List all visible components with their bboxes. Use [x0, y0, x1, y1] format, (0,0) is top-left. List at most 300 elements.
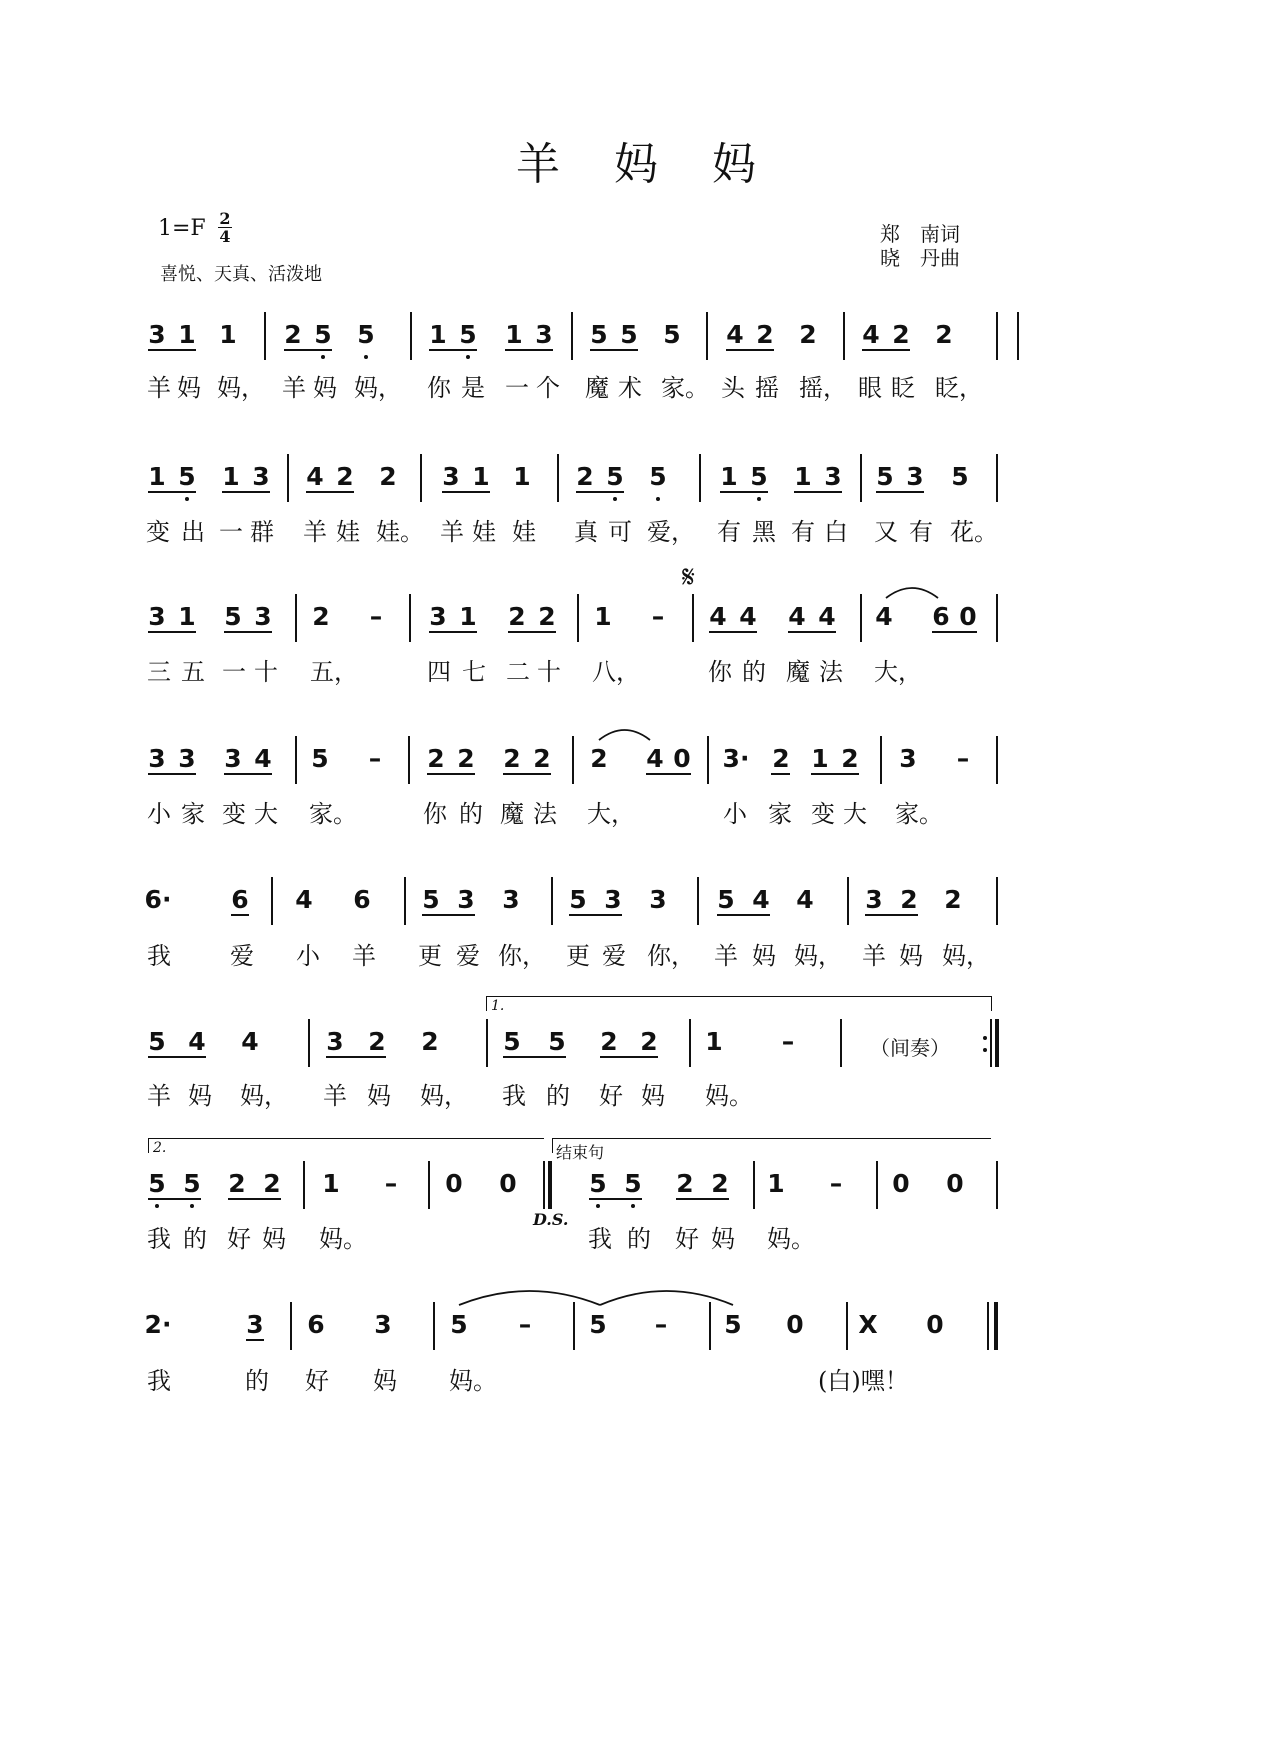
lyric-syllable: 妈: [262, 1225, 286, 1253]
lyric-syllable: 四: [427, 658, 451, 686]
interlude-label: （间奏）: [870, 1036, 950, 1060]
lyric-syllable: 我: [147, 1367, 171, 1395]
note: 4: [306, 462, 324, 491]
lyric-syllable: 更: [566, 942, 590, 970]
note: 1: [505, 320, 523, 349]
underline-beam: [222, 491, 270, 493]
lyric-syllable: 的: [245, 1367, 269, 1395]
note: 1: [794, 462, 812, 491]
note: 3: [148, 602, 166, 631]
note: 5: [624, 1169, 642, 1198]
note: 2: [312, 602, 330, 631]
barline: [287, 454, 289, 502]
lyric-syllable: 小: [723, 800, 747, 828]
underline-beam: [794, 491, 842, 493]
note: 4: [862, 320, 880, 349]
time-signature-bottom: 4: [219, 227, 231, 246]
note: 5: [311, 744, 329, 773]
slur-mark: [886, 586, 938, 600]
lyric-syllable: 家: [181, 800, 205, 828]
note: 2: [841, 744, 859, 773]
repeat-dot: [983, 1036, 987, 1040]
note: 4: [254, 744, 272, 773]
lyric-syllable: 法: [533, 800, 557, 828]
barline: [697, 877, 699, 925]
volta-label-1: 1.: [491, 998, 505, 1014]
barline: [408, 736, 410, 784]
underline-beam: [224, 631, 272, 633]
underline-beam: [503, 773, 551, 775]
note: 1: [720, 462, 738, 491]
note: 5: [590, 320, 608, 349]
barline: [551, 877, 553, 925]
lyric-syllable: 花。: [950, 518, 998, 546]
lyric-syllable: 娃: [512, 518, 536, 546]
underline-beam: [148, 349, 196, 351]
low-octave-dot: [321, 355, 325, 359]
note: 0: [892, 1169, 910, 1198]
barline: [699, 454, 701, 502]
note: 4: [739, 602, 757, 631]
underline-beam: [876, 491, 924, 493]
lyric-syllable: 法: [819, 658, 843, 686]
lyric-syllable: 妈。: [705, 1082, 753, 1110]
note: 4: [709, 602, 727, 631]
lyric-syllable: 妈，: [217, 374, 265, 402]
low-octave-dot: [631, 1204, 635, 1208]
note: 3: [148, 320, 166, 349]
note: 1: [594, 602, 612, 631]
underline-beam: [224, 773, 272, 775]
lyric-syllable: 你，: [647, 942, 695, 970]
note: –: [829, 1169, 843, 1198]
note: –: [654, 1310, 668, 1339]
barline: [572, 736, 574, 784]
note: 0: [499, 1169, 517, 1198]
lyric-syllable: 我: [147, 1225, 171, 1253]
barline: [987, 1302, 989, 1350]
note: 1: [472, 462, 490, 491]
lyric-syllable: 妈: [711, 1225, 735, 1253]
note: 4: [788, 602, 806, 631]
barline: [557, 454, 559, 502]
key-signature: 1=F: [158, 216, 206, 241]
lyric-syllable: 的: [742, 658, 766, 686]
lyric-syllable: 羊: [440, 518, 464, 546]
lyric-syllable: 羊: [352, 942, 376, 970]
note: 4: [295, 885, 313, 914]
note: 6: [307, 1310, 325, 1339]
note: 4: [752, 885, 770, 914]
note: 5: [876, 462, 894, 491]
note: –: [384, 1169, 398, 1198]
lyric-syllable: 妈: [899, 942, 923, 970]
note: 5: [148, 1027, 166, 1056]
note: 3: [535, 320, 553, 349]
note: 5: [148, 1169, 166, 1198]
lyric-syllable: 眨: [891, 374, 915, 402]
underline-beam: [148, 1198, 201, 1200]
barline: [996, 594, 998, 642]
note: 3·: [722, 744, 750, 773]
note: 5: [717, 885, 735, 914]
note: 5: [724, 1310, 742, 1339]
lyric-syllable: 十: [537, 658, 561, 686]
note: 1: [222, 462, 240, 491]
barline: [996, 454, 998, 502]
barline: [577, 594, 579, 642]
lyric-syllable: 家。: [661, 374, 709, 402]
note: 0: [786, 1310, 804, 1339]
lyric-syllable: 眨，: [935, 374, 983, 402]
underline-beam: [720, 491, 768, 493]
double-barline: [995, 1019, 999, 1067]
note: 4: [188, 1027, 206, 1056]
barline: [428, 1161, 430, 1209]
barline: [840, 1019, 842, 1067]
underline-beam: [503, 1056, 566, 1058]
low-octave-dot: [155, 1204, 159, 1208]
lyric-syllable: 术: [618, 374, 642, 402]
lyric-syllable: 妈。: [767, 1225, 815, 1253]
note: 2: [576, 462, 594, 491]
lyric-syllable: 我: [147, 942, 171, 970]
lyric-syllable: 三: [147, 658, 171, 686]
note: –: [368, 744, 382, 773]
lyric-syllable: 娃。: [376, 518, 424, 546]
note: 2: [538, 602, 556, 631]
lyric-syllable: 大，: [874, 658, 922, 686]
slur-mark: [600, 1289, 733, 1307]
note: 5: [422, 885, 440, 914]
barline: [290, 1302, 292, 1350]
lyric-syllable: 变: [222, 800, 246, 828]
lyric-syllable: 羊: [282, 374, 306, 402]
lyric-syllable: 你: [423, 800, 447, 828]
lyric-syllable: 眼: [858, 374, 882, 402]
underline-beam: [231, 914, 249, 916]
lyric-syllable: 妈: [177, 374, 201, 402]
underline-beam: [590, 349, 638, 351]
underline-beam: [709, 631, 757, 633]
note: 2: [457, 744, 475, 773]
note: 5: [450, 1310, 468, 1339]
lyric-syllable: 白: [824, 518, 848, 546]
note: 5: [357, 320, 375, 349]
note: 5: [548, 1027, 566, 1056]
lyric-syllable: 好: [675, 1225, 699, 1253]
note: 3: [224, 744, 242, 773]
volta-label-2: 2.: [153, 1140, 167, 1156]
lyric-syllable: 妈，: [794, 942, 842, 970]
barline: [706, 312, 708, 360]
lyric-syllable: 八，: [592, 658, 640, 686]
underline-beam: [306, 491, 354, 493]
underline-beam: [148, 491, 196, 493]
spoken-text: (白)嘿！: [818, 1367, 909, 1395]
lyric-syllable: 的: [546, 1082, 570, 1110]
lyric-syllable: 一: [219, 518, 243, 546]
underline-beam: [589, 1198, 642, 1200]
time-signature: [218, 210, 232, 245]
underline-beam: [726, 349, 774, 351]
lyric-syllable: 的: [459, 800, 483, 828]
barline: [689, 1019, 691, 1067]
barline: [996, 1161, 998, 1209]
barline: [264, 312, 266, 360]
low-octave-dot: [656, 497, 660, 501]
lyric-syllable: 有: [791, 518, 815, 546]
note: 5: [951, 462, 969, 491]
note: 5: [224, 602, 242, 631]
note: 3: [246, 1310, 264, 1339]
note: 2·: [144, 1310, 172, 1339]
barline: [876, 1161, 878, 1209]
note: 3: [374, 1310, 392, 1339]
underline-beam: [284, 349, 332, 351]
lyric-syllable: 妈: [313, 374, 337, 402]
time-signature-top: 2: [219, 209, 231, 228]
note: 1: [429, 320, 447, 349]
underline-beam: [811, 773, 859, 775]
underline-beam: [508, 631, 556, 633]
note: 3: [254, 602, 272, 631]
note: 5: [589, 1169, 607, 1198]
barline: [308, 1019, 310, 1067]
note: 1: [459, 602, 477, 631]
lyric-syllable: 变: [811, 800, 835, 828]
barline: [843, 312, 845, 360]
lyric-syllable: 家。: [895, 800, 943, 828]
lyric-syllable: 二: [506, 658, 530, 686]
lyric-syllable: 个: [536, 374, 560, 402]
lyric-syllable: 好: [305, 1367, 329, 1395]
lyric-syllable: 更: [418, 942, 442, 970]
note: 2: [508, 602, 526, 631]
note: 3: [178, 744, 196, 773]
note: 2: [503, 744, 521, 773]
lyric-syllable: 羊: [862, 942, 886, 970]
barline: [571, 312, 573, 360]
note: 1: [705, 1027, 723, 1056]
note: 3: [148, 744, 166, 773]
underline-beam: [646, 773, 691, 775]
underline-beam: [246, 1339, 264, 1341]
low-octave-dot: [596, 1204, 600, 1208]
note: 0: [959, 602, 977, 631]
lyric-syllable: 家。: [309, 800, 357, 828]
note: 3: [429, 602, 447, 631]
underline-beam: [788, 631, 836, 633]
note: 3: [865, 885, 883, 914]
lyric-syllable: 羊: [303, 518, 327, 546]
barline: [486, 1019, 488, 1067]
low-octave-dot: [185, 497, 189, 501]
barline: [410, 312, 412, 360]
song-title: 羊妈妈: [516, 139, 810, 190]
note: 2: [711, 1169, 729, 1198]
lyric-syllable: 小: [147, 800, 171, 828]
underline-beam: [148, 1056, 206, 1058]
note: 5: [649, 462, 667, 491]
barline: [880, 736, 882, 784]
underline-beam: [569, 914, 622, 916]
lyric-syllable: 爱: [230, 942, 254, 970]
note: 4: [646, 744, 664, 773]
note: 2: [533, 744, 551, 773]
note: 3: [824, 462, 842, 491]
lyric-syllable: 出: [181, 518, 205, 546]
underline-beam: [771, 773, 790, 775]
note: 6: [932, 602, 950, 631]
lyric-syllable: 又: [874, 518, 898, 546]
barline: [846, 1302, 848, 1350]
lyric-syllable: 群: [250, 518, 274, 546]
lyric-syllable: 爱: [602, 942, 626, 970]
lyric-syllable: 魔: [500, 800, 524, 828]
underline-beam: [932, 631, 977, 633]
lyric-syllable: 魔: [786, 658, 810, 686]
note: –: [518, 1310, 532, 1339]
note: 2: [263, 1169, 281, 1198]
lyric-syllable: 妈: [373, 1367, 397, 1395]
note: 1: [811, 744, 829, 773]
lyric-syllable: 五，: [310, 658, 358, 686]
lyric-syllable: 黑: [752, 518, 776, 546]
lyricist-credit: 郑 南词: [880, 222, 960, 246]
note: 3: [457, 885, 475, 914]
note: 3: [899, 744, 917, 773]
barline: [990, 1019, 992, 1067]
lyric-syllable: 大，: [587, 800, 635, 828]
note: 2: [892, 320, 910, 349]
note: 2: [935, 320, 953, 349]
double-barline: [994, 1302, 998, 1350]
note: 2: [944, 885, 962, 914]
underline-beam: [865, 914, 918, 916]
underline-beam: [148, 631, 196, 633]
note: 1: [322, 1169, 340, 1198]
lyric-syllable: 你，: [498, 942, 546, 970]
note: 5: [620, 320, 638, 349]
note: 5: [589, 1310, 607, 1339]
lyric-syllable: 妈，: [354, 374, 402, 402]
composer-credit: 晓 丹曲: [880, 246, 960, 270]
note: 2: [336, 462, 354, 491]
lyric-syllable: 羊: [323, 1082, 347, 1110]
underline-beam: [429, 631, 477, 633]
low-octave-dot: [364, 355, 368, 359]
barline: [271, 877, 273, 925]
note: 2: [228, 1169, 246, 1198]
lyric-syllable: 好: [599, 1082, 623, 1110]
lyric-syllable: 妈，: [420, 1082, 468, 1110]
note: 3: [604, 885, 622, 914]
slur-mark: [599, 728, 650, 742]
lyric-syllable: 大: [843, 800, 867, 828]
underline-beam: [228, 1198, 281, 1200]
low-octave-dot: [757, 497, 761, 501]
low-octave-dot: [466, 355, 470, 359]
underline-beam: [862, 349, 910, 351]
lyric-syllable: 一: [505, 374, 529, 402]
note: 0: [445, 1169, 463, 1198]
ds-marking: D.S.: [533, 1210, 569, 1229]
note: 2: [640, 1027, 658, 1056]
note: 2: [600, 1027, 618, 1056]
note: –: [781, 1027, 795, 1056]
barline: [420, 454, 422, 502]
note: 2: [772, 744, 790, 773]
note: 4: [726, 320, 744, 349]
lyric-syllable: 你: [708, 658, 732, 686]
lyric-syllable: 妈: [367, 1082, 391, 1110]
lyric-syllable: 妈，: [942, 942, 990, 970]
lyric-syllable: 有: [717, 518, 741, 546]
note: –: [956, 744, 970, 773]
note: 1: [178, 320, 196, 349]
note: 3: [906, 462, 924, 491]
underline-beam: [576, 491, 624, 493]
barline: [996, 736, 998, 784]
barline: [573, 1302, 575, 1350]
barline: [996, 312, 998, 360]
note: 5: [459, 320, 477, 349]
note: 3: [649, 885, 667, 914]
barline: [707, 736, 709, 784]
volta-bracket-2: [148, 1138, 544, 1153]
barline: [295, 736, 297, 784]
barline: [996, 877, 998, 925]
lyric-syllable: 摇，: [799, 374, 847, 402]
underline-beam: [600, 1056, 658, 1058]
lyric-syllable: 羊: [714, 942, 738, 970]
low-octave-dot: [190, 1204, 194, 1208]
underline-beam: [148, 773, 196, 775]
note: 3: [502, 885, 520, 914]
note: 5: [569, 885, 587, 914]
underline-beam: [422, 914, 475, 916]
underline-beam: [427, 773, 475, 775]
ending-bracket: [552, 1138, 991, 1153]
note: 3: [442, 462, 460, 491]
lyric-syllable: 娃: [472, 518, 496, 546]
barline: [1017, 312, 1019, 360]
barline: [692, 594, 694, 642]
low-octave-dot: [613, 497, 617, 501]
lyric-syllable: 羊: [147, 374, 171, 402]
lyric-syllable: 妈。: [319, 1225, 367, 1253]
note: 1: [767, 1169, 785, 1198]
note: 2: [427, 744, 445, 773]
lyric-syllable: 七: [462, 658, 486, 686]
barline: [295, 594, 297, 642]
note: 2: [676, 1169, 694, 1198]
barline: [860, 454, 862, 502]
note: 1: [219, 320, 237, 349]
lyric-syllable: 大: [254, 800, 278, 828]
lyric-syllable: 头: [721, 374, 745, 402]
underline-beam: [326, 1056, 386, 1058]
note: 2: [379, 462, 397, 491]
note: 3: [326, 1027, 344, 1056]
note: 4: [818, 602, 836, 631]
note: –: [369, 602, 383, 631]
ending-label: 结束句: [556, 1143, 605, 1162]
lyric-syllable: 妈，: [240, 1082, 288, 1110]
lyric-syllable: 变: [146, 518, 170, 546]
lyric-syllable: 十: [254, 658, 278, 686]
